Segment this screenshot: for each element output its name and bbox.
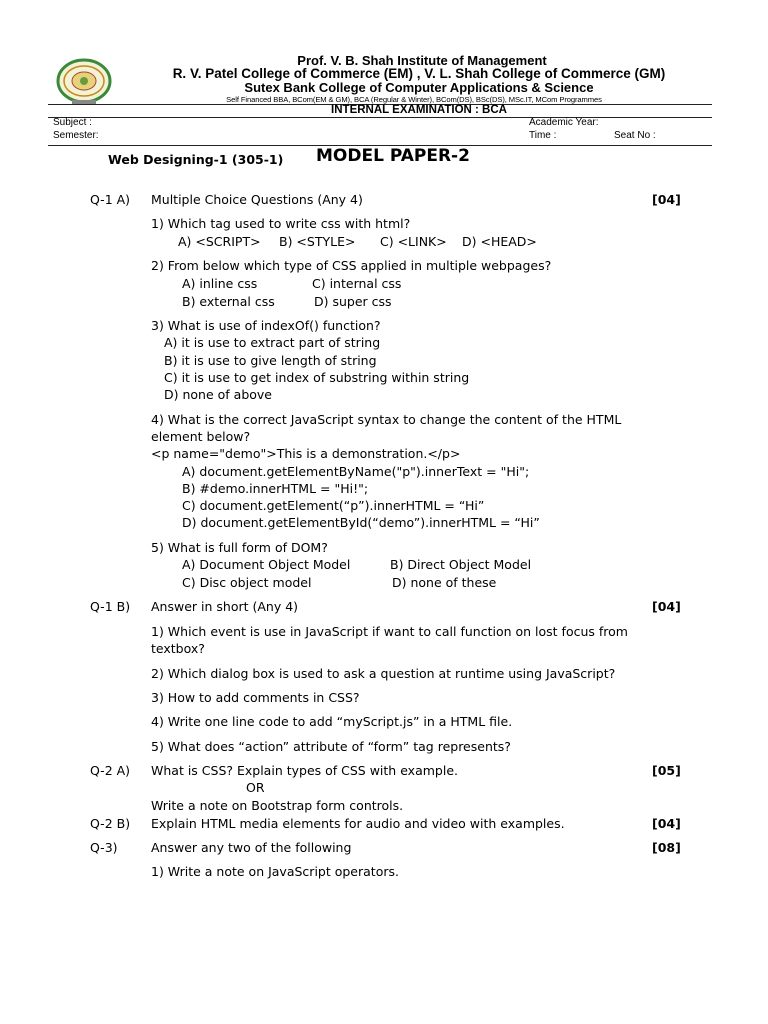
college-logo-icon [50,58,122,106]
question-line: Answer any two of the following [151,840,352,855]
header-rule-mid [48,117,712,118]
paper-title: MODEL PAPER-2 [316,146,470,166]
question-line: B) Direct Object Model [390,557,532,572]
question-line: C) internal css [312,276,402,291]
marks-label: [04] [652,816,681,831]
course-code: Web Designing-1 (305-1) [108,152,284,167]
question-line: Q-2 B) [90,816,131,831]
academic-year-label: Academic Year: [529,117,599,128]
college-names: R. V. Patel College of Commerce (EM) , V. L. Shah College of Commerce (GM) [172,66,666,81]
question-line: 1) Which tag used to write css with html? [151,216,411,231]
question-line: 3) What is use of indexOf() function? [151,318,381,333]
question-line: C) <LINK> [380,234,447,249]
question-line: A) document.getElementByName("p").innerText = "Hi"; [182,464,530,479]
question-line: Explain HTML media elements for audio and video with examples. [151,816,565,831]
question-line: Write a note on Bootstrap form controls. [151,798,404,813]
marks-label: [04] [652,599,681,614]
question-line: D) none of above [164,387,272,402]
question-line: D) <HEAD> [462,234,537,249]
question-line: C) Disc object model [182,575,312,590]
question-line: C) document.getElement(“p”).innerHTML = “Hi” [182,498,485,513]
question-line: Q-3) [90,840,118,855]
question-line: Q-1 B) [90,599,131,614]
question-line: 1) Which event is use in JavaScript if want to call function on lost focus from [151,624,628,639]
question-line: What is CSS? Explain types of CSS with example. [151,763,458,778]
institute-name: Prof. V. B. Shah Institute of Management [297,53,547,68]
question-line: Q-1 A) [90,192,131,207]
college-name-sutex: Sutex Bank College of Computer Applications & Science [244,80,594,95]
question-line: D) none of these [392,575,497,590]
question-line: <p name="demo">This is a demonstration.</p> [151,446,461,461]
question-line: 5) What is full form of DOM? [151,540,328,555]
question-line: 1) Write a note on JavaScript operators. [151,864,399,879]
question-line: textbox? [151,641,205,656]
question-line: 4) Write one line code to add “myScript.js” in a HTML file. [151,714,513,729]
marks-label: [05] [652,763,681,778]
question-line: D) document.getElementById(“demo”).innerHTML = “Hi” [182,515,540,530]
question-line: 5) What does “action” attribute of “form” tag represents? [151,739,511,754]
question-line: OR [246,780,265,795]
exam-title: INTERNAL EXAMINATION : BCA [331,104,507,116]
question-line: C) it is use to get index of substring within string [164,370,470,385]
question-line: 3) How to add comments in CSS? [151,690,360,705]
marks-label: [04] [652,192,681,207]
question-line: A) <SCRIPT> [178,234,261,249]
question-line: 4) What is the correct JavaScript syntax to change the content of the HTML [151,412,622,427]
question-line: Q-2 A) [90,763,131,778]
subject-label: Subject : [53,117,92,128]
question-line: 2) From below which type of CSS applied in multiple webpages? [151,258,552,273]
question-line: 2) Which dialog box is used to ask a question at runtime using JavaScript? [151,666,616,681]
question-line: D) super css [314,294,392,309]
programmes-list: Self Financed BBA, BCom(EM & GM), BCA (Regular & Winter), BCom(DS), BSc(DS), MSc.IT, MCom Programmes [226,95,602,104]
question-line: A) it is use to extract part of string [164,335,381,350]
time-label: Time : [529,130,557,141]
semester-label: Semester: [53,130,99,141]
question-line: B) external css [182,294,275,309]
question-line: Answer in short (Any 4) [151,599,299,614]
question-line: element below? [151,429,251,444]
question-line: B) <STYLE> [279,234,356,249]
question-line: B) #demo.innerHTML = "Hi!"; [182,481,369,496]
marks-label: [08] [652,840,681,855]
seat-no-label: Seat No : [614,130,656,141]
question-line: A) Document Object Model [182,557,351,572]
question-line: Multiple Choice Questions (Any 4) [151,192,363,207]
question-line: A) inline css [182,276,258,291]
question-line: B) it is use to give length of string [164,353,377,368]
